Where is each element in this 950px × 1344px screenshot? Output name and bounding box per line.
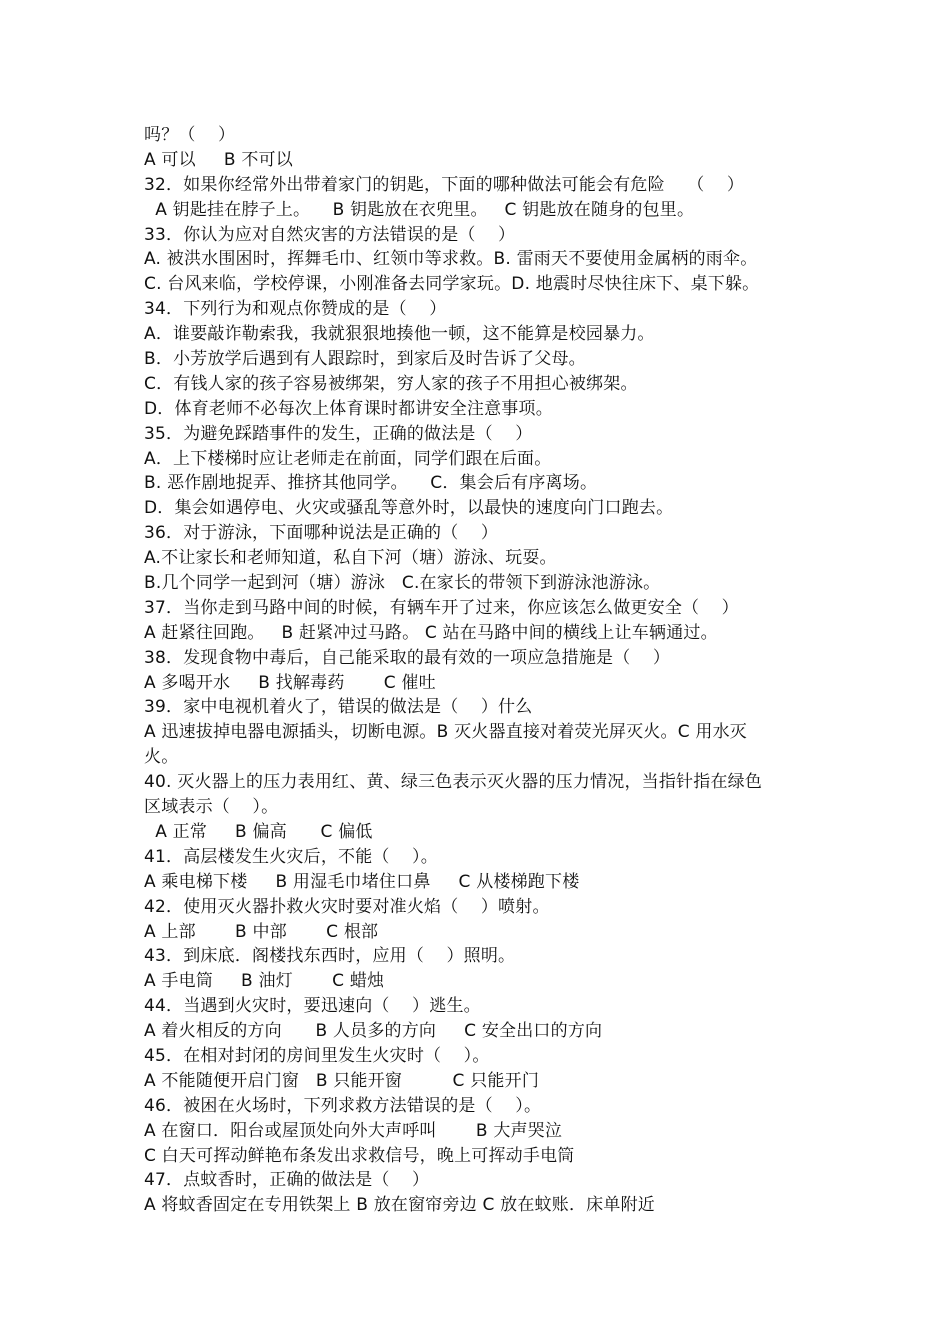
text-line: A 乘电梯下楼 B 用湿毛巾堵住口鼻 C 从楼梯跑下楼 <box>144 871 580 892</box>
text-line: D．体育老师不必每次上体育课时都讲安全注意事项。 <box>144 398 553 419</box>
text-line: 火。 <box>144 747 179 768</box>
text-line: A．谁要敲诈勒索我，我就狠狠地揍他一顿，这不能算是校园暴力。 <box>144 324 655 345</box>
text-line: A. 被洪水围困时，挥舞毛巾、红领巾等求救。B. 雷雨天不要使用金属柄的雨伞。 <box>144 249 758 270</box>
text-line: 41．高层楼发生火灾后，不能（ ）。 <box>144 846 438 867</box>
text-line: 34．下列行为和观点你赞成的是（ ） <box>144 299 447 320</box>
text-line: C．有钱人家的孩子容易被绑架，穷人家的孩子不用担心被绑架。 <box>144 373 638 394</box>
text-line: 39．家中电视机着火了，错误的做法是（ ）什么 <box>144 697 533 718</box>
text-line: 42．使用灭火器扑救火灾时要对准火焰（ ）喷射。 <box>144 896 550 917</box>
text-line: 43．到床底．阁楼找东西时，应用（ ）照明。 <box>144 946 516 967</box>
text-line: 47．点蚊香时，正确的做法是（ ） <box>144 1170 430 1191</box>
text-line: A 上部 B 中部 C 根部 <box>144 921 379 942</box>
text-line: A 正常 B 偏高 C 偏低 <box>144 821 373 842</box>
text-line: A 在窗口．阳台或屋顶处向外大声呼叫 B 大声哭泣 <box>144 1120 563 1141</box>
text-line: A 将蚊香固定在专用铁架上 B 放在窗帘旁边 C 放在蚊账．床单附近 <box>144 1195 655 1216</box>
text-line: 32．如果你经常外出带着家门的钥匙，下面的哪种做法可能会有危险 （ ） <box>144 174 745 195</box>
text-line: B.几个同学一起到河（塘）游泳 C.在家长的带领下到游泳池游泳。 <box>144 573 661 594</box>
text-line: A 迅速拔掉电器电源插头，切断电源。B 灭火器直接对着荧光屏灭火。C 用水灭 <box>144 722 747 743</box>
text-line: B. 恶作剧地捉弄、推挤其他同学。 C．集会后有序离场。 <box>144 473 598 494</box>
text-line: 区域表示（ ）。 <box>144 797 279 818</box>
text-line: A 多喝开水 B 找解毒药 C 催吐 <box>144 672 436 693</box>
text-line: A 可以 B 不可以 <box>144 149 293 170</box>
text-line: A.不让家长和老师知道，私自下河（塘）游泳、玩耍。 <box>144 548 557 569</box>
text-line: 37．当你走到马路中间的时候，有辆车开了过来，你应该怎么做更安全（ ） <box>144 597 739 618</box>
text-line: 44．当遇到火灾时，要迅速向（ ）逃生。 <box>144 996 481 1017</box>
text-line: C. 台风来临，学校停课，小刚准备去同学家玩。D. 地震时尽快往床下、桌下躲。 <box>144 274 760 295</box>
text-line: 33．你认为应对自然灾害的方法错误的是（ ） <box>144 224 516 245</box>
text-line: A．上下楼梯时应让老师走在前面，同学们跟在后面。 <box>144 448 552 469</box>
text-line: B．小芳放学后遇到有人跟踪时，到家后及时告诉了父母。 <box>144 349 586 370</box>
text-line: A 不能随便开启门窗 B 只能开窗 C 只能开门 <box>144 1070 540 1091</box>
text-line: A 着火相反的方向 B 人员多的方向 C 安全出口的方向 <box>144 1021 603 1042</box>
text-line: 40. 灭火器上的压力表用红、黄、绿三色表示灭火器的压力情况，当指针指在绿色 <box>144 772 763 793</box>
text-line: 38．发现食物中毒后，自己能采取的最有效的一项应急措施是（ ） <box>144 647 671 668</box>
text-line: D．集会如遇停电、火灾或骚乱等意外时，以最快的速度向门口跑去。 <box>144 498 674 519</box>
text-line: C 白天可挥动鲜艳布条发出求救信号，晚上可挥动手电筒 <box>144 1145 575 1166</box>
text-line: A 钥匙挂在脖子上。 B 钥匙放在衣兜里。 C 钥匙放在随身的包里。 <box>144 199 695 220</box>
text-line: 36．对于游泳，下面哪种说法是正确的（ ） <box>144 523 499 544</box>
text-line: 35．为避免踩踏事件的发生，正确的做法是（ ） <box>144 423 533 444</box>
text-line: A 手电筒 B 油灯 C 蜡烛 <box>144 971 385 992</box>
text-line: 45．在相对封闭的房间里发生火灾时（ ）。 <box>144 1045 490 1066</box>
text-line: 吗？（ ） <box>144 125 236 145</box>
document-page <box>144 123 824 1218</box>
text-line: 46．被困在火场时，下列求救方法错误的是（ ）。 <box>144 1095 542 1116</box>
text-line: A 赶紧往回跑。 B 赶紧冲过马路。 C 站在马路中间的横线上让车辆通过。 <box>144 622 718 643</box>
